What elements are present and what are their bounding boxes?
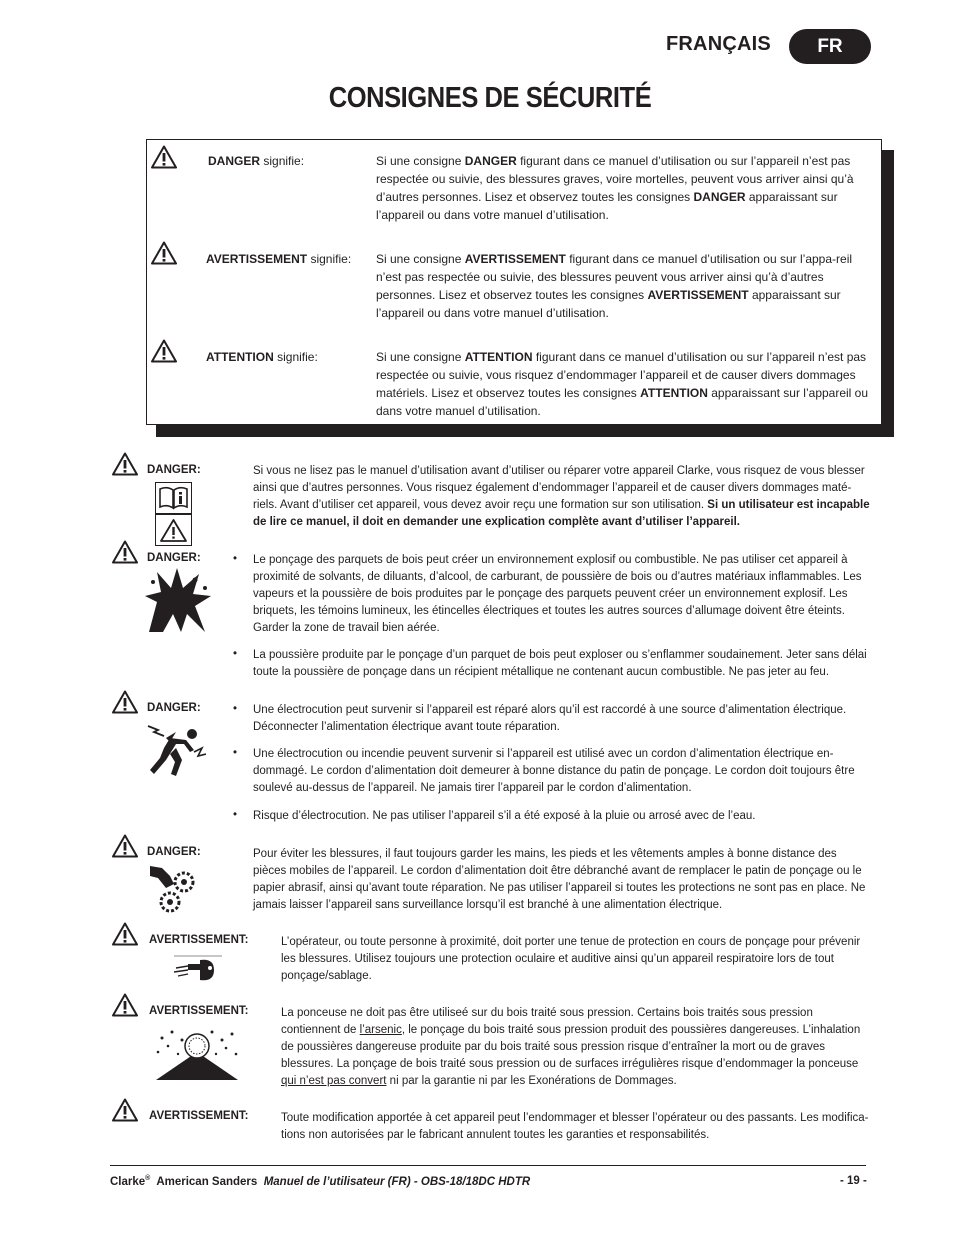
warning-triangle-icon [151,339,177,363]
hazardous-dust-icon [152,1024,242,1082]
entry-bullet-text: La poussière produite par le ponçage d’un parquet de bois peut exploser ou s’enflammer soudainement. Jeter sans délai toute la poussière de ponçage dans un récipient métallique ne contenant aucun combustible. Ne pas jeter au feu. [253,649,867,678]
moving-parts-hand-icon [148,864,196,914]
entry-label: DANGER: [147,464,201,476]
entry-text: Pour éviter les blessures, il faut toujours garder les mains, les pieds et les vêtements amples à bonne distance des pièces mobiles de l’appareil. Le cordon d’alimentation doit être débranché avant de remplacer le patin de ponçage ou le papier abrasif, ainsi qu’avant toute réparation. Ne pas utiliser l’appareil si toutes les protections ne sont pas en place. Ne jamais laisser l’appareil sans surveillance lorsqu’il est branché à une alimentation électrique. [253,848,866,911]
entry-label: AVERTISSEMENT: [149,934,249,946]
language-label: FRANÇAIS [666,33,771,55]
warning-triangle-icon [151,241,177,265]
entry-text: L’opérateur, ou toute personne à proximité, doit porter une tenue de protection en cours de ponçage pour prévenir les blessures. Utilisez toujours une protection oculaire et auditive ainsi qu’un appareil respiratoire lors de tout ponçage/sablage. [281,936,861,982]
entry-bullet-text: Risque d’électrocution. Ne pas utiliser l’appareil s’il a été exposé à la pluie ou arrosé avec de l’eau. [253,810,756,822]
warning-triangle-icon [151,145,177,169]
definition-term-attention: ATTENTION signifie: [206,350,318,364]
entry-bullet-text: Une électrocution peut survenir si l’appareil est réparé alors qu’il est raccordé à une source d’alimentation électrique. Déconnecter l’alimentation électrique avant toute réparation. [253,704,847,733]
entry-bullet-text: Une électrocution ou incendie peuvent survenir si l’appareil est utilisé avec un cordon d’alimentation électrique en-dommagé. Le cordon d’alimentation doit demeurer à bonne distance du patin de ponçage. Le cordon doit toujours être soulevé au-dessus de l’appareil. Ne jamais tirer l’appareil par le cordon d’alimentation. [253,748,855,794]
warning-triangle-icon [112,922,138,946]
warning-triangle-icon [112,690,138,714]
entry-label: DANGER: [147,846,201,858]
electrocution-icon [146,720,206,778]
bullet-marker: • [233,553,238,565]
warning-triangle-icon [112,1098,138,1122]
entry-label: AVERTISSEMENT: [149,1005,249,1017]
bullet-marker: • [233,648,238,660]
warning-triangle-icon [112,452,138,476]
definition-term-avertissement: AVERTISSEMENT signifie: [206,252,352,266]
explosion-icon [143,566,213,634]
entry-text: Si vous ne lisez pas le manuel d’utilisation avant d’utiliser ou réparer votre appareil Clarke, vous risquez de vous blesser ainsi que d’autres personnes. Vous risquez également d’endommager l’appareil et de causer divers dommages maté-riels. Avant d’utiliser cet appareil, vous devez avoir reçu une formation sur son utilisation. Si un utilisateur est incapable de lire ce manuel, il doit en demander une explication complète avant d’utiliser l’appareil. [253,465,870,528]
footer-manual-title: Manuel de l’utilisateur (FR) - OBS-18/18DC HDTR [263,1175,531,1188]
entry-label: DANGER: [147,702,201,714]
definition-text-avertissement: Si une consigne AVERTISSEMENT figurant dans ce manuel d’utilisation ou sur l’appa-reil n’est pas respectée ou suivie, des blessures peuvent vous arriver ainsi qu’à d’autres personnes. Lisez et observez toutes les consignes AVERTISSEMENT apparaissant sur l’appareil ou dans votre manuel d’utilisation. [376,252,853,320]
definition-text-attention: Si une consigne ATTENTION figurant dans ce manuel d’utilisation ou sur l’appareil n’est pas respectée ou suivie, vous risquez d’endommager l’appareil et de causer divers dommages matériels. Lisez et observez toutes les consignes ATTENTION apparaissant sur l’appareil ou dans votre manuel d’utilisation. [376,350,869,418]
language-code-badge: FR [789,29,871,64]
warning-triangle-icon [112,834,138,858]
entry-bullet-text: Le ponçage des parquets de bois peut créer un environnement explosif ou combustible. Ne pas utiliser cet appareil à proximité de solvants, de diluants, d’alcool, de carburant, de poussière de bois ou d’autres matériaux inflammables. Les vapeurs et la poussière de bois produites par le ponçage des parquets peuvent créer un environnement explosif. Les briquets, les témoins lumineux, les étincelles électriques et toutes les autres sources d’allumage doivent être éteints. Garder la zone de travail bien aérée. [253,554,862,634]
warning-triangle-icon [112,993,138,1017]
bullet-marker: • [233,703,238,715]
entry-text: La ponceuse ne doit pas être utiliseé sur du bois traité sous pression. Certains bois traités sous pression contiennent de l’arsenic, le ponçage du bois traité sous pression produit des poussières dangereuses. L’inhalation de poussières dangereuse produite par du bois traité sous pression risque d’entraîner la mort ou de graves blessures. La ponçage de bois traité sous pression ou de surfaces irrégulières risque d’endommager la ponceuse qui n’est pas convert ni par la garantie ni par les Exonérations de Dommages. [281,1007,861,1087]
entry-label: DANGER: [147,552,201,564]
protective-gear-icon [170,954,226,984]
footer-rule [110,1165,866,1166]
definition-text-danger: Si une consigne DANGER figurant dans ce manuel d’utilisation ou sur l’appareil n’est pas respectée ou suivie, des blessures graves, voire mortelles, peuvent vous arriver ainsi qu’à d’autres personnes. Lisez et observez toutes les consignes DANGER apparaissant sur l’appareil ou dans votre manuel d’utilisation. [376,154,854,222]
page-title: CONSIGNES DE SÉCURITÉ [328,82,652,114]
page-number: - 19 - [840,1175,867,1187]
footer-left: Clarke® American Sanders Manuel de l’utilisateur (FR) - OBS-18/18DC HDTR [110,1175,531,1188]
entry-text: Toute modification apportée à cet appareil peut l’endommager et blesser l’opérateur ou des passants. Les modifica-tions non autorisées par le fabricant annulent toutes les garanties et responsabilités. [281,1112,869,1141]
definition-term-danger: DANGER signifie: [208,154,305,168]
footer-brand: Clarke [110,1175,146,1188]
bullet-marker: • [233,747,238,759]
bullet-marker: • [233,809,238,821]
entry-label: AVERTISSEMENT: [149,1110,249,1122]
warning-triangle-icon [112,540,138,564]
read-manual-icon [155,482,192,546]
footer-company: American Sanders [156,1175,258,1188]
